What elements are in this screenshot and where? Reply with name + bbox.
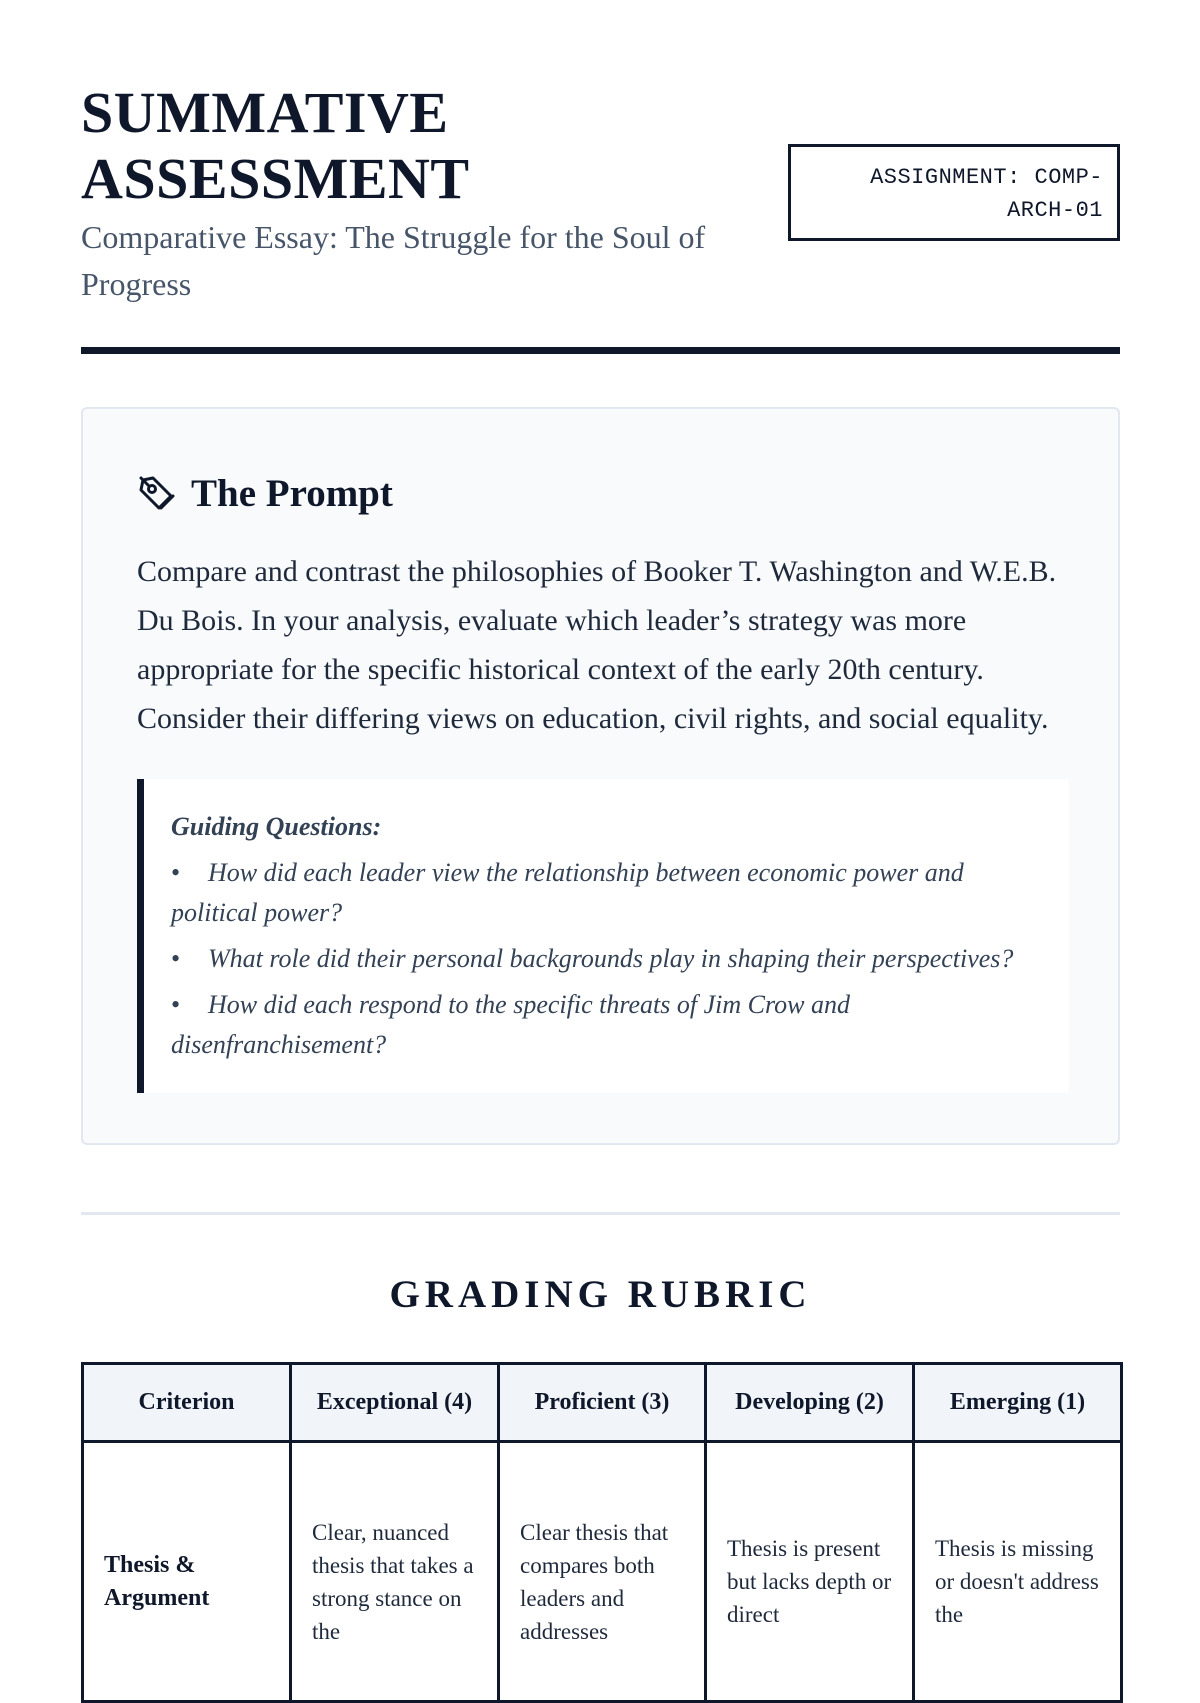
header-exceptional: Exceptional (4) — [291, 1364, 499, 1442]
guiding-question-text: How did each respond to the specific threats of Jim Crow and disenfranchisement? — [171, 990, 850, 1059]
prompt-heading — [137, 471, 393, 516]
assignment-code-line-1: ASSIGNMENT: COMP- — [870, 165, 1103, 190]
list-item — [171, 853, 1043, 933]
prompt-card — [81, 407, 1120, 1145]
guiding-questions-box — [137, 779, 1069, 1093]
prompt-heading-text: The Prompt — [191, 472, 393, 515]
table-header-row — [83, 1364, 1122, 1442]
header-developing: Developing (2) — [706, 1364, 914, 1442]
assignment-code-line-2: ARCH-01 — [1007, 198, 1103, 223]
list-item — [171, 985, 1043, 1065]
cell-criterion: Thesis & Argument — [83, 1442, 291, 1702]
assignment-code-box — [788, 144, 1120, 241]
pen-nib-icon — [137, 474, 177, 514]
cell-developing: Thesis is present but lacks depth or direct — [706, 1442, 914, 1702]
page-title — [81, 80, 721, 212]
table-row — [83, 1442, 1122, 1702]
header-emerging: Emerging (1) — [914, 1364, 1122, 1442]
header-proficient: Proficient (3) — [499, 1364, 706, 1442]
cell-emerging: Thesis is missing or doesn't address the — [914, 1442, 1122, 1702]
header-divider — [81, 347, 1120, 354]
guiding-questions-title: Guiding Questions: — [171, 812, 382, 841]
list-item — [171, 939, 1043, 979]
bullet-icon: • — [171, 944, 181, 973]
header-criterion: Criterion — [83, 1364, 291, 1442]
prompt-body: Compare and contrast the philosophies of Booker T. Washington and W.E.B. Du Bois. In your analysis, evaluate which leader’s strategy was more appropriate for the specific historical context of the early 20th century. Consider their differing views on education, civil rights, and social equality. — [137, 555, 1057, 735]
page-subtitle: Comparative Essay: The Struggle for the Soul of Progress — [81, 219, 706, 302]
title-line-1: SUMMATIVE — [81, 80, 449, 145]
section-divider — [81, 1212, 1120, 1215]
bullet-icon: • — [171, 990, 181, 1019]
grading-rubric-table — [81, 1362, 1123, 1703]
cell-proficient: Clear thesis that compares both leaders and addresses — [499, 1442, 706, 1702]
assessment-page — [81, 0, 1120, 1644]
guiding-questions-list — [171, 853, 1043, 1065]
title-line-2: ASSESSMENT — [81, 146, 470, 211]
cell-exceptional: Clear, nuanced thesis that takes a strong stance on the — [291, 1442, 499, 1702]
guiding-question-text: What role did their personal backgrounds play in shaping their perspectives? — [208, 944, 1014, 973]
bullet-icon: • — [171, 858, 181, 887]
rubric-title: GRADING RUBRIC — [389, 1273, 812, 1316]
page-header — [81, 0, 1120, 354]
guiding-question-text: How did each leader view the relationship between economic power and political power? — [171, 858, 964, 927]
